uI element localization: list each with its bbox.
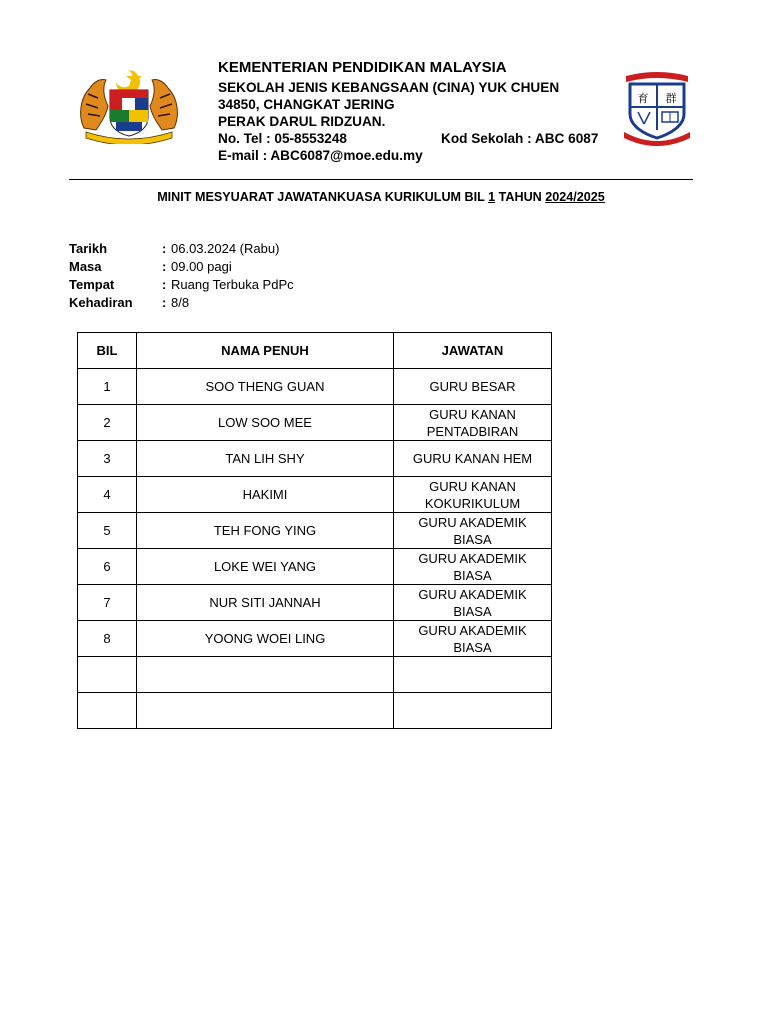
cell-jawatan: GURU AKADEMIK BIASA xyxy=(394,549,552,585)
table-row-empty xyxy=(78,693,552,729)
cell-jawatan: GURU KANAN PENTADBIRAN xyxy=(394,405,552,441)
header-jawatan: JAWATAN xyxy=(394,333,552,369)
table-header-row xyxy=(78,333,552,369)
cell-nama: YOONG WOEI LING xyxy=(137,621,394,657)
meeting-number: 1 xyxy=(488,190,496,204)
cell-nama: TEH FONG YING xyxy=(137,513,394,549)
table-row-empty xyxy=(78,657,552,693)
cell-bil: 4 xyxy=(78,477,137,513)
school-crest-icon xyxy=(620,70,694,146)
email: E-mail : ABC6087@moe.edu.my xyxy=(218,148,423,163)
table-row xyxy=(78,513,552,549)
cell-bil xyxy=(78,657,137,693)
cell-bil: 1 xyxy=(78,369,137,405)
table-row xyxy=(78,369,552,405)
crest-char-1: 育 xyxy=(637,93,649,105)
cell-nama: LOW SOO MEE xyxy=(137,405,394,441)
cell-jawatan: GURU BESAR xyxy=(394,369,552,405)
ministry-name: KEMENTERIAN PENDIDIKAN MALAYSIA xyxy=(218,59,507,76)
school-code: Kod Sekolah : ABC 6087 xyxy=(441,131,599,146)
cell-nama: HAKIMI xyxy=(137,477,394,513)
cell-bil: 2 xyxy=(78,405,137,441)
document-title: MINIT MESYUARAT JAWATANKUASA KURIKULUM BIL 1 TAHUN 2024/2025 xyxy=(157,190,605,204)
cell-bil: 8 xyxy=(78,621,137,657)
cell-jawatan: GURU AKADEMIK BIASA xyxy=(394,513,552,549)
header-divider xyxy=(69,179,693,180)
table-row xyxy=(78,441,552,477)
table-row xyxy=(78,621,552,657)
address-line-2: PERAK DARUL RIDZUAN. xyxy=(218,114,386,129)
cell-nama xyxy=(137,693,394,729)
cell-jawatan xyxy=(394,657,552,693)
minutes-document: KEMENTERIAN PENDIDIKAN MALAYSIA SEKOLAH JENIS KEBANGSAAN (CINA) YUK CHUEN 34850, CHANGKAT JERING PERAK DARUL RIDZUAN. No. Tel : 05-8553248 Kod Sekolah : ABC 6087 E-mail : ABC6087@moe.edu.my 育 群 MINIT MESYUARAT JAWATANKUASA KURIKULUM BIL 1 TAHUN 2024/2025 Tarikh : 06.03.2024 (Rabu) Masa : 09.00 pagi Tempat : Ruang Terbuka PdPc Kehadiran : 8/8 BIL NAMA PENUH JAWATAN 1 SOO THENG GUAN GURU BESAR 2 LOW SOO MEE GURU KANAN PENTADBIRAN 3 TAN LIH SHY GURU KANAN HEM 4 HAKIMI GURU KANAN KOKURIKULUM 5 TEH FONG YING GURU AKADEMIK BIASA 6 LOKE WEI YANG GURU AKADEMIK BIASA 7 NUR SITI JANNAH GURU AKADEMIK BIASA 8 YOONG WOEI LING GURU AKADEMIK BIASA xyxy=(0,0,768,1024)
cell-nama xyxy=(137,657,394,693)
header-nama-penuh: NAMA PENUH xyxy=(137,333,394,369)
cell-jawatan: GURU KANAN KOKURIKULUM xyxy=(394,477,552,513)
malaysia-coat-of-arms-icon xyxy=(76,68,182,144)
cell-bil xyxy=(78,693,137,729)
cell-nama: SOO THENG GUAN xyxy=(137,369,394,405)
table-row xyxy=(78,405,552,441)
table-row xyxy=(78,477,552,513)
header-bil: BIL xyxy=(78,333,137,369)
cell-nama: TAN LIH SHY xyxy=(137,441,394,477)
table-row xyxy=(78,585,552,621)
meeting-year: 2024/2025 xyxy=(545,190,605,204)
cell-nama: NUR SITI JANNAH xyxy=(137,585,394,621)
cell-bil: 7 xyxy=(78,585,137,621)
cell-bil: 3 xyxy=(78,441,137,477)
telephone: No. Tel : 05-8553248 xyxy=(218,131,347,146)
cell-jawatan: GURU AKADEMIK BIASA xyxy=(394,621,552,657)
table-row xyxy=(78,549,552,585)
school-name: SEKOLAH JENIS KEBANGSAAN (CINA) YUK CHUEN xyxy=(218,80,560,95)
cell-nama: LOKE WEI YANG xyxy=(137,549,394,585)
cell-bil: 5 xyxy=(78,513,137,549)
cell-jawatan: GURU AKADEMIK BIASA xyxy=(394,585,552,621)
attendance-table xyxy=(77,332,552,729)
crest-char-2: 群 xyxy=(665,93,677,105)
cell-jawatan xyxy=(394,693,552,729)
cell-jawatan: GURU KANAN HEM xyxy=(394,441,552,477)
address-line-1: 34850, CHANGKAT JERING xyxy=(218,97,395,112)
cell-bil: 6 xyxy=(78,549,137,585)
